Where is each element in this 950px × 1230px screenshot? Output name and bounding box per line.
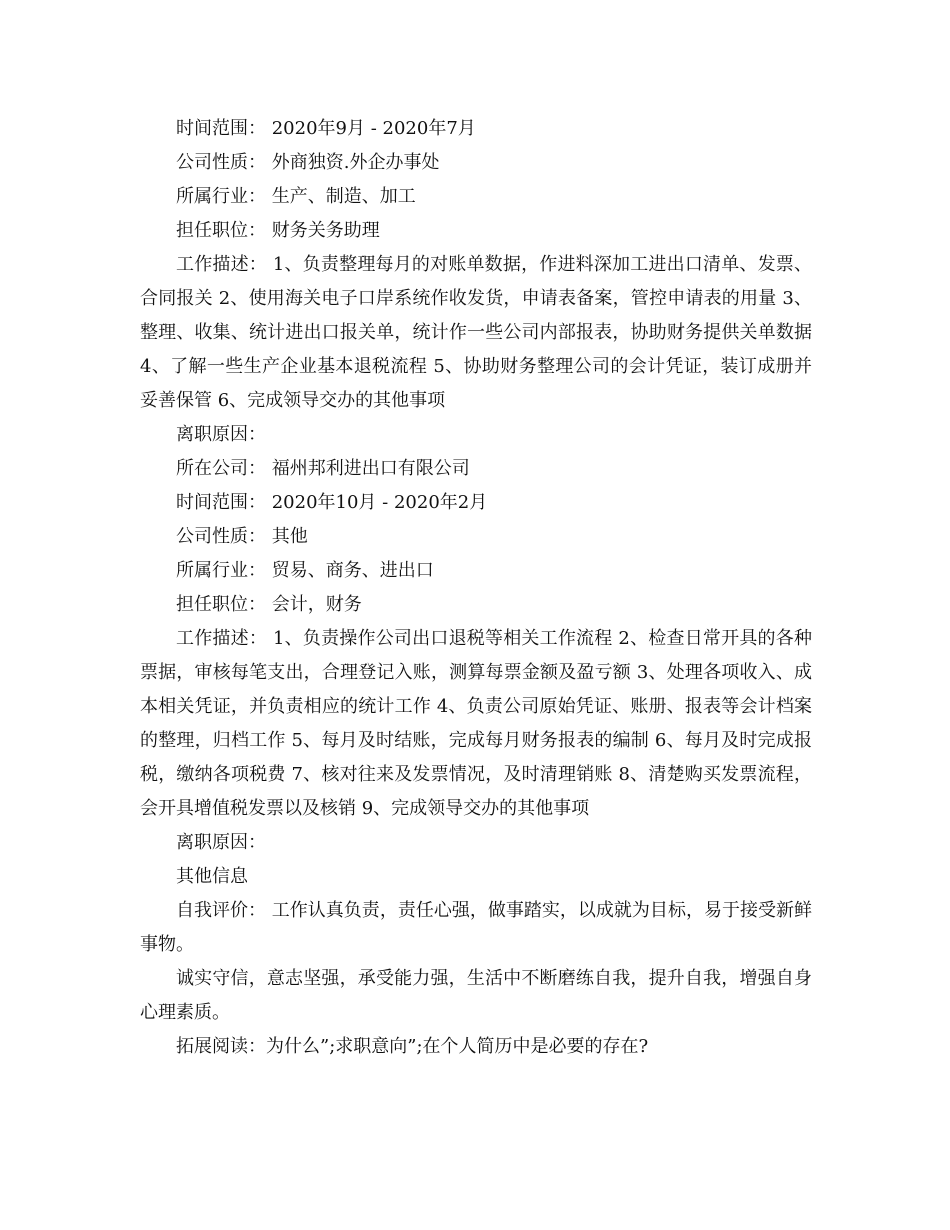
position-line-2: 担任职位： 会计，财务 (176, 594, 362, 615)
period-line-2: 时间范围： 2020年10月 - 2020年2月 (176, 492, 488, 513)
company-line-2: 所在公司： 福州邦利进出口有限公司 (176, 458, 470, 479)
position-line-1: 担任职位： 财务关务助理 (176, 220, 380, 241)
extended-reading: 拓展阅读：为什么”;求职意向”;在个人简历中是必要的存在? (176, 1036, 649, 1057)
period-line-1: 时间范围： 2020年9月 - 2020年7月 (176, 118, 476, 139)
leave-reason-2: 离职原因： (176, 832, 266, 853)
job-description-1: 工作描述： 1、负责整理每月的对账单数据，作进料深加工进出口清单、发票、合同报关 2、使用海关电子口岸系统作收发货，申请表备案，管控申请表的用量 3、整理、收集、统计进出口报关单，统计作一些公司内部报表，协助财务提供关单数据 4、了解一些生产企业基本退税流程 5、协助财务整理公司的会计凭证，装订成册并妥善保管 6、完成领导交办的其他事项 (140, 254, 812, 411)
self-evaluation-continued: 诚实守信，意志坚强，承受能力强，生活中不断磨练自我，提升自我，增强自身心理素质。 (140, 968, 812, 1023)
industry-line-2: 所属行业： 贸易、商务、进出口 (176, 560, 434, 581)
company-type-line-2: 公司性质： 其他 (176, 526, 308, 547)
job-description-2: 工作描述： 1、负责操作公司出口退税等相关工作流程 2、检查日常开具的各种票据，审核每笔支出，合理登记入账，测算每票金额及盈亏额 3、处理各项收入、成本相关凭证，并负责相应的统计工作 4、负责公司原始凭证、账册、报表等会计档案的整理，归档工作 5、每月及时结账，完成每月财务报表的编制 6、每月及时完成报税，缴纳各项税费 7、核对往来及发票情况，及时清理销账 8、清楚购买发票流程，会开具增值税发票以及核销 9、完成领导交办的其他事项 (140, 628, 812, 819)
other-info-heading: 其他信息 (176, 866, 248, 887)
leave-reason-1: 离职原因： (176, 424, 266, 445)
document-body (140, 112, 812, 1064)
self-evaluation: 自我评价： 工作认真负责，责任心强，做事踏实，以成就为目标，易于接受新鲜事物。 (140, 900, 812, 955)
industry-line-1: 所属行业： 生产、制造、加工 (176, 186, 416, 207)
company-type-line-1: 公司性质： 外商独资.外企办事处 (176, 152, 440, 173)
